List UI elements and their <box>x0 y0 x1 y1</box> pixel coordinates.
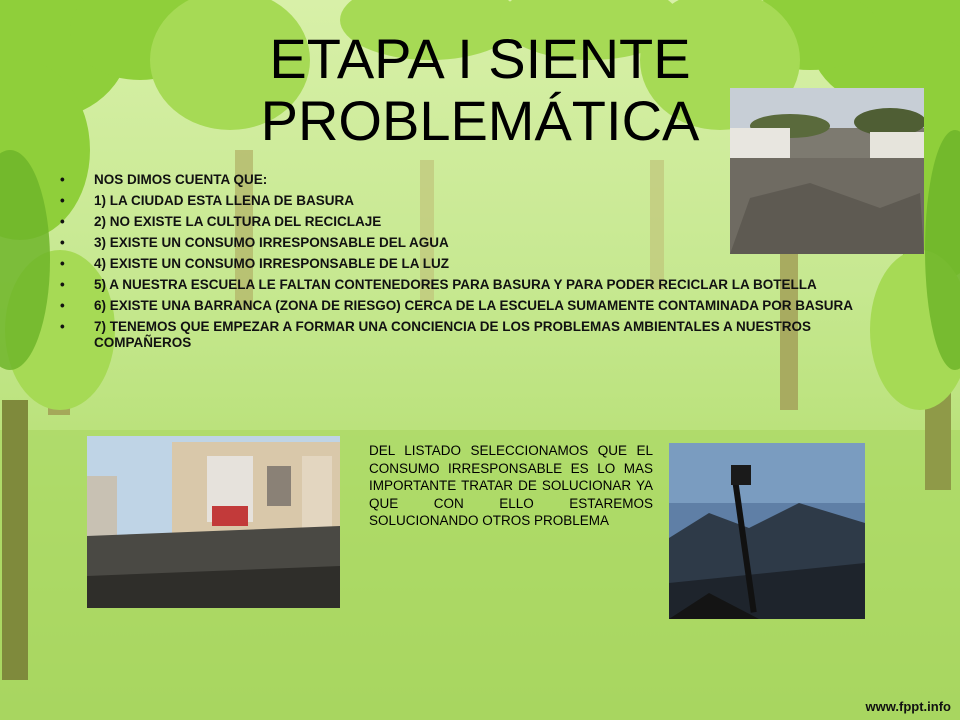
slide-title: ETAPA I SIENTE PROBLEMÁTICA <box>260 27 700 152</box>
bullet-item: • 4) EXISTE UN CONSUMO IRRESPONSABLE DE LA LUZ <box>60 256 905 272</box>
bullet-item: • 2) NO EXISTE LA CULTURA DEL RECICLAJE <box>60 214 905 230</box>
bullet-item: • NOS DIMOS CUENTA QUE: <box>60 172 905 188</box>
street-lamp-photo <box>669 443 865 619</box>
footer-url: www.fppt.info <box>865 699 951 714</box>
bullet-item: • 6) EXISTE UNA BARRANCA (ZONA DE RIESGO) CERCA DE LA ESCUELA SUMAMENTE CONTAMINADA POR BASURA <box>60 298 905 314</box>
bullet-item: • 5) A NUESTRA ESCUELA LE FALTAN CONTENEDORES PARA BASURA Y PARA PODER RECICLAR LA BOTELLA <box>60 277 905 293</box>
bullet-item: • 3) EXISTE UN CONSUMO IRRESPONSABLE DEL AGUA <box>60 235 905 251</box>
bullet-item: • 7) TENEMOS QUE EMPEZAR A FORMAR UNA CONCIENCIA DE LOS PROBLEMAS AMBIENTALES A NUESTROS COMPAÑEROS <box>60 319 905 351</box>
selection-paragraph: DEL LISTADO SELECCIONAMOS QUE EL CONSUMO IRRESPONSABLE ES LO MAS IMPORTANTE TRATAR DE SOLUCIONAR YA QUE CON ELLO ESTAREMOS SOLUCIONANDO OTROS PROBLEMA <box>369 443 653 528</box>
street-photo <box>87 436 340 608</box>
ravine-photo <box>730 88 924 254</box>
bullet-item: • 1) LA CIUDAD ESTA LLENA DE BASURA <box>60 193 905 209</box>
